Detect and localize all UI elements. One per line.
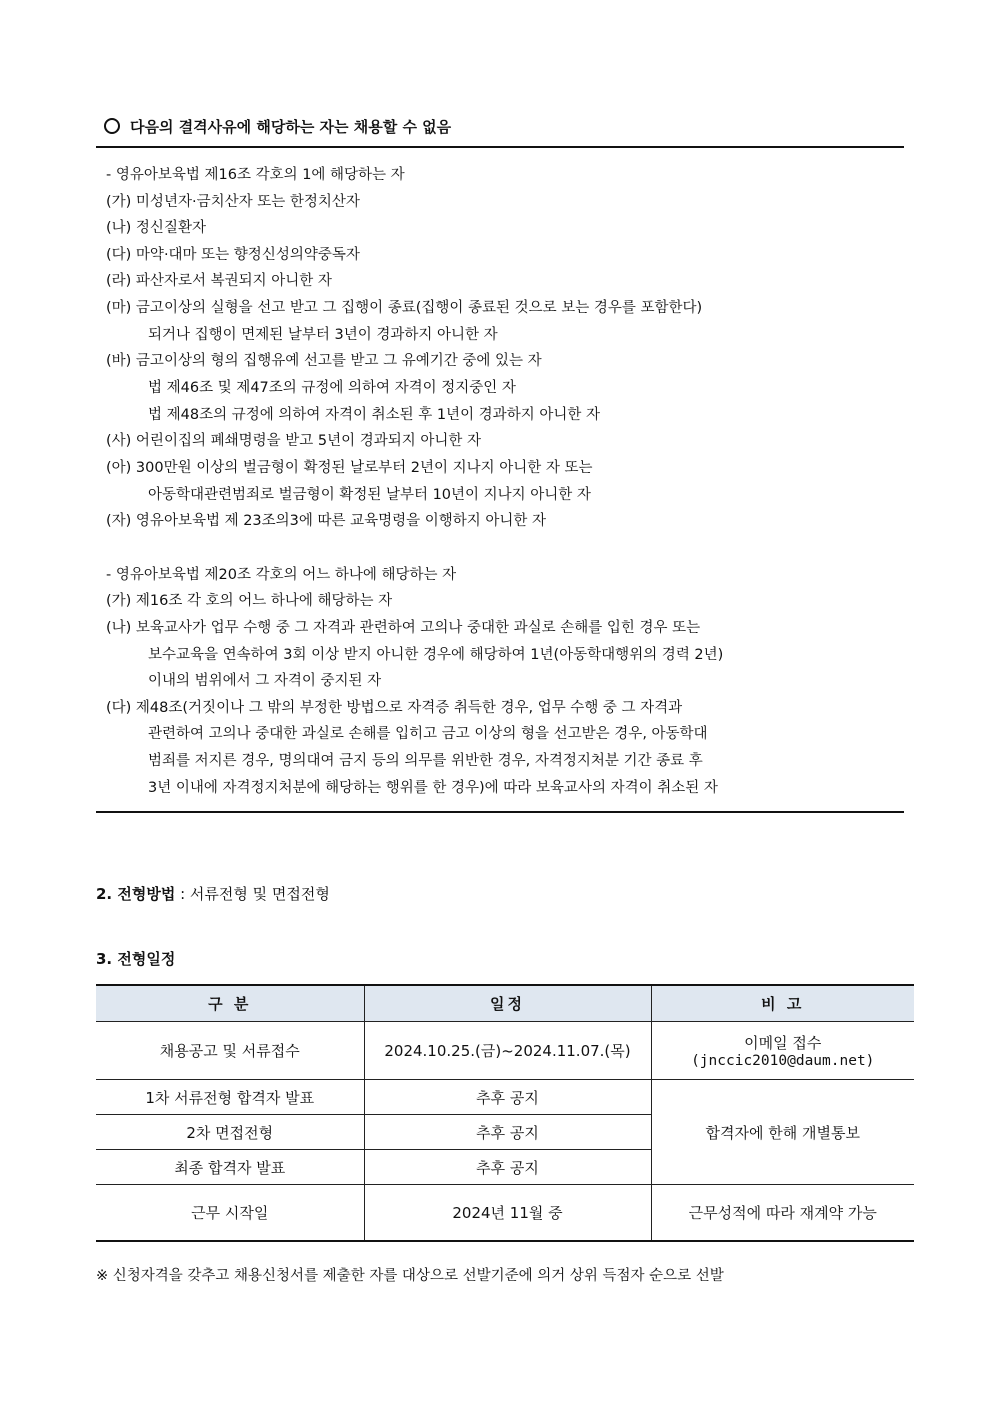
list-line: (사) 어린이집의 폐쇄명령을 받고 5년이 경과되지 아니한 자 — [106, 433, 481, 449]
table-row — [96, 1022, 914, 1080]
list-line: (바) 금고이상의 형의 집행유예 선고를 받고 그 유예기간 중에 있는 자 — [106, 353, 542, 369]
list-line: (나) 정신질환자 — [106, 220, 206, 236]
footnote: ※ 신청자격을 갖추고 채용신청서를 제출한 자를 대상으로 선발기준에 의거 상위 득점자 순으로 선발 — [96, 1268, 724, 1284]
section-3-title: 3. 전형일정 — [96, 950, 176, 968]
row-name: 근무 시작일 — [96, 1185, 364, 1242]
list-line: (자) 영유아보육법 제 23조의3에 따른 교육명령을 이행하지 아니한 자 — [106, 513, 547, 529]
list-line: (다) 제48조(거짓이나 그 밖의 부정한 방법으로 자격증 취득한 경우, 업무 수행 중 그 자격과 — [106, 700, 683, 716]
header-category: 구 분 — [96, 985, 364, 1022]
section-2: 2. 전형방법 : 서류전형 및 면접전형 — [96, 885, 330, 903]
list-line: 관련하여 고의나 중대한 과실로 손해를 입히고 금고 이상의 형을 선고받은 경우, 아동학대 — [148, 726, 708, 742]
header-schedule: 일정 — [364, 985, 651, 1022]
row-name: 1차 서류전형 합격자 발표 — [96, 1080, 364, 1115]
list-line: (아) 300만원 이상의 벌금형이 확정된 날로부터 2년이 지나지 아니한 자 또는 — [106, 460, 593, 476]
row-name: 채용공고 및 서류접수 — [96, 1022, 364, 1080]
list-line: 이내의 범위에서 그 자격이 중지된 자 — [148, 673, 382, 689]
table-header-row — [96, 985, 914, 1022]
row-name: 2차 면접전형 — [96, 1115, 364, 1150]
row-date: 추후 공지 — [364, 1115, 651, 1150]
list-line: (마) 금고이상의 실형을 선고 받고 그 집행이 종료(집행이 종료된 것으로 보는 경우를 포함한다) — [106, 300, 703, 316]
list-line: (가) 미성년자·금치산자 또는 한정치산자 — [106, 194, 360, 210]
list-line: 보수교육을 연속하여 3회 이상 받지 아니한 경우에 해당하여 1년(아동학대행위의 경력 2년) — [148, 647, 724, 663]
list-line: (라) 파산자로서 복권되지 아니한 자 — [106, 273, 332, 289]
list-line: - 영유아보육법 제20조 각호의 어느 하나에 해당하는 자 — [106, 567, 457, 583]
list-line: (나) 보육교사가 업무 수행 중 그 자격과 관련하여 고의나 중대한 과실로 손해를 입힌 경우 또는 — [106, 620, 701, 636]
list-line: (다) 마약·대마 또는 향정신성의약중독자 — [106, 247, 360, 263]
row-date: 추후 공지 — [364, 1150, 651, 1185]
row-date: 2024년 11월 중 — [364, 1185, 651, 1242]
merged-note: 합격자에 한해 개별통보 — [651, 1080, 914, 1185]
list-line: 되거나 집행이 면제된 날부터 3년이 경과하지 아니한 자 — [148, 327, 498, 343]
schedule-table — [96, 984, 914, 1242]
list-line: 법 제48조의 규정에 의하여 자격이 취소된 후 1년이 경과하지 아니한 자 — [148, 407, 600, 423]
top-rule — [96, 146, 904, 148]
email-address: (jnccic2010@daum.net) — [691, 1053, 875, 1069]
list-line: - 영유아보육법 제16조 각호의 1에 해당하는 자 — [106, 167, 405, 183]
section-2-title: 2. 전형방법 — [96, 885, 176, 903]
row-note: 이메일 접수 (jnccic2010@daum.net) — [651, 1022, 914, 1080]
table-row — [96, 1080, 914, 1115]
row-date: 2024.10.25.(금)~2024.11.07.(목) — [364, 1022, 651, 1080]
circle-bullet-icon — [104, 118, 120, 134]
bottom-rule — [96, 811, 904, 813]
section-2-value: 서류전형 및 면접전형 — [189, 885, 330, 903]
list-line: 법 제46조 및 제47조의 규정에 의하여 자격이 정지중인 자 — [148, 380, 516, 396]
list-line: 아동학대관련범죄로 벌금형이 확정된 날부터 10년이 지나지 아니한 자 — [148, 487, 591, 503]
row-date: 추후 공지 — [364, 1080, 651, 1115]
list-line: 범죄를 저지른 경우, 명의대여 금지 등의 의무를 위반한 경우, 자격정지처분 기간 종료 후 — [148, 753, 703, 769]
row-name: 최종 합격자 발표 — [96, 1150, 364, 1185]
header-remarks: 비 고 — [651, 985, 914, 1022]
disqualification-heading: 다음의 결격사유에 해당하는 자는 채용할 수 없음 — [104, 116, 451, 137]
list-line: 3년 이내에 자격정지처분에 해당하는 행위를 한 경우)에 따라 보육교사의 자격이 취소된 자 — [148, 780, 718, 796]
table-row — [96, 1185, 914, 1242]
list-line: (가) 제16조 각 호의 어느 하나에 해당하는 자 — [106, 593, 393, 609]
row-note: 근무성적에 따라 재계약 가능 — [651, 1185, 914, 1242]
